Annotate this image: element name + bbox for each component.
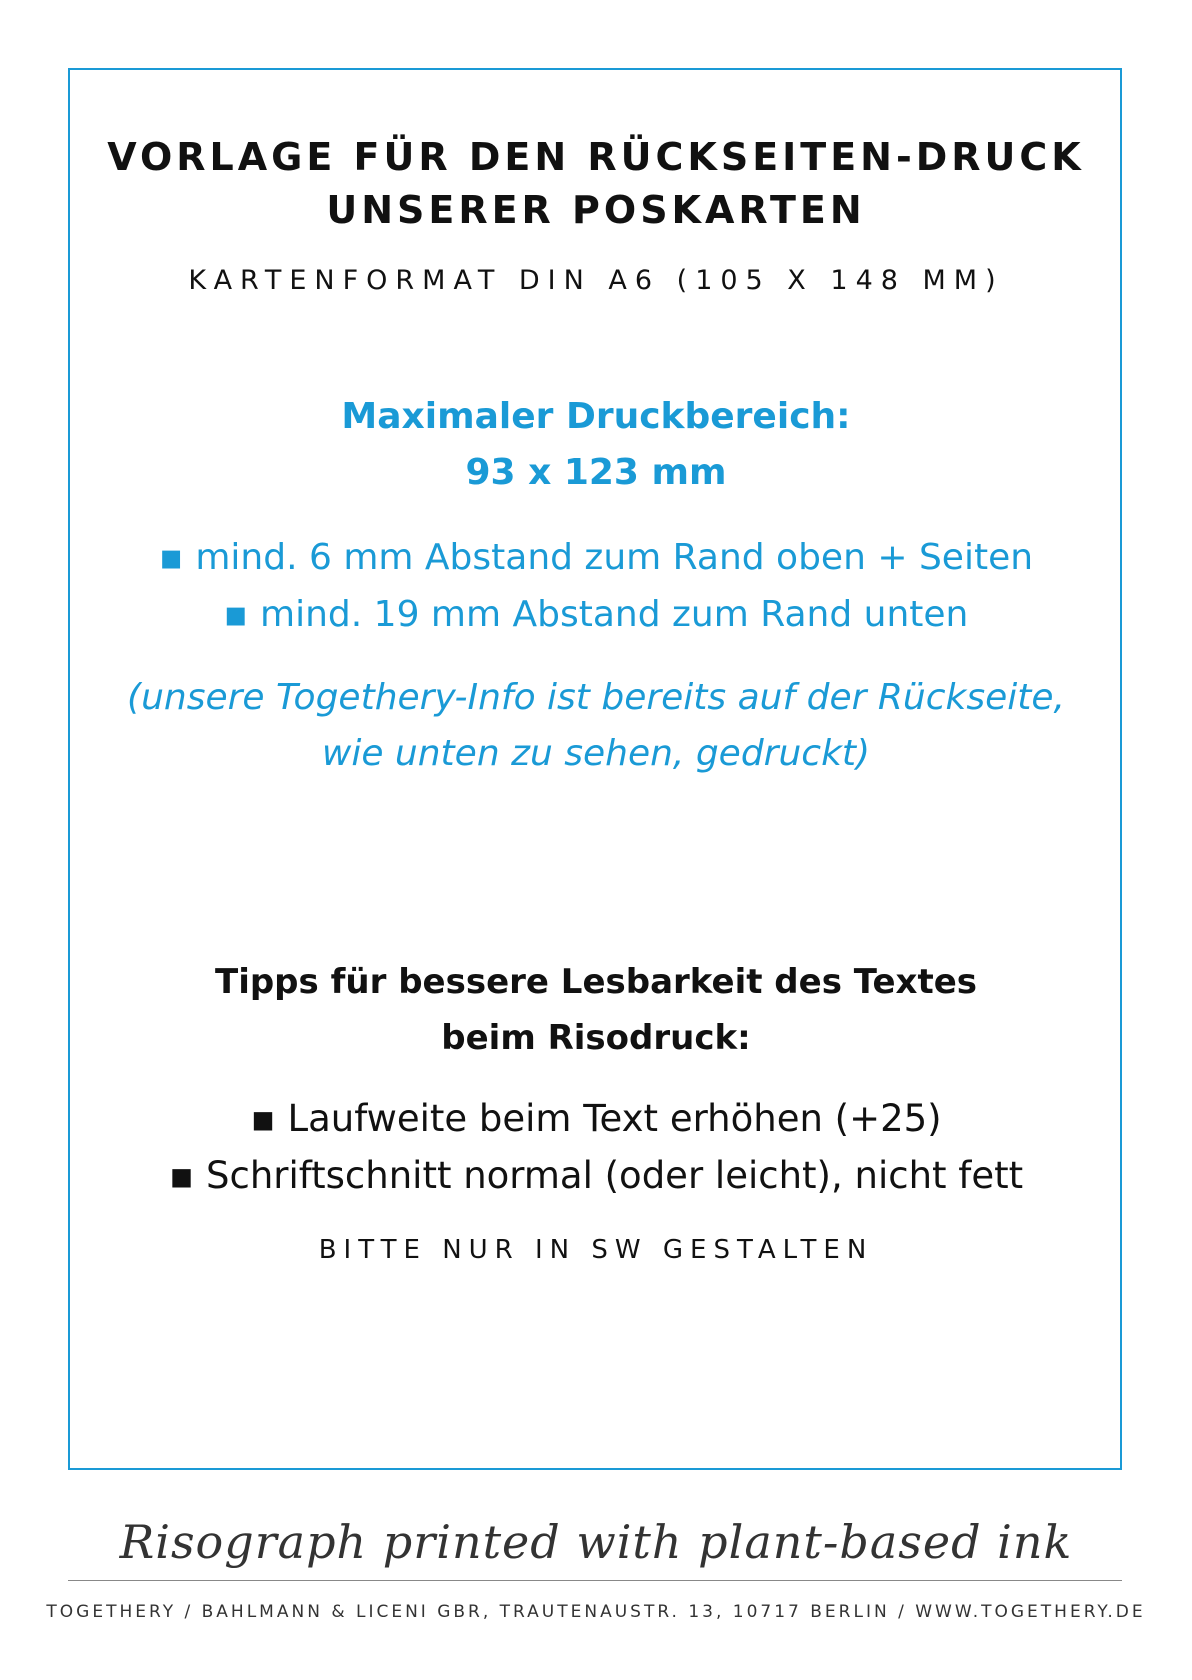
print-area-heading-2: 93 x 123 mm	[465, 452, 727, 493]
footer-address: TOGETHERY / BAHLMANN & LICENI GBR, TRAUTENAUSTR. 13, 10717 BERLIN / WWW.TOGETHERY.DE	[46, 1602, 1146, 1622]
bullet-icon: ▪	[250, 1097, 276, 1140]
tips-heading-1: Tipps für bessere Lesbarkeit des Textes	[215, 962, 977, 1002]
tips-item	[0, 1154, 1192, 1197]
format-subtitle: KARTENFORMAT DIN A6 (105 X 148 MM)	[188, 265, 1004, 296]
print-area-item-text: mind. 6 mm Abstand zum Rand oben + Seiten	[195, 537, 1034, 578]
print-area-item	[0, 594, 1192, 635]
color-note: BITTE NUR IN SW GESTALTEN	[318, 1235, 874, 1265]
print-area-item-text: mind. 19 mm Abstand zum Rand unten	[260, 594, 969, 635]
bullet-icon: ▪	[168, 1154, 194, 1197]
tips-item-text: Laufweite beim Text erhöhen (+25)	[287, 1097, 942, 1140]
print-area-heading-1: Maximaler Druckbereich:	[341, 396, 851, 437]
print-area-item	[0, 537, 1192, 578]
footer-divider	[68, 1580, 1122, 1581]
print-area-note-1: (unsere Togethery-Info ist bereits auf der Rückseite,	[127, 677, 1065, 718]
tips-heading-2: beim Risodruck:	[441, 1018, 751, 1058]
tagline: Risograph printed with plant-based ink	[119, 1515, 1073, 1569]
tips-item	[0, 1097, 1192, 1140]
print-area-note-2: wie unten zu sehen, gedruckt)	[321, 733, 871, 774]
tips-item-text: Schriftschnitt normal (oder leicht), nicht fett	[205, 1154, 1024, 1197]
bullet-icon: ▪	[223, 594, 249, 635]
title-line-2: UNSERER POSKARTEN	[326, 188, 866, 232]
bullet-icon: ▪	[158, 537, 184, 578]
title-line-1: VORLAGE FÜR DEN RÜCKSEITEN-DRUCK	[107, 135, 1085, 179]
